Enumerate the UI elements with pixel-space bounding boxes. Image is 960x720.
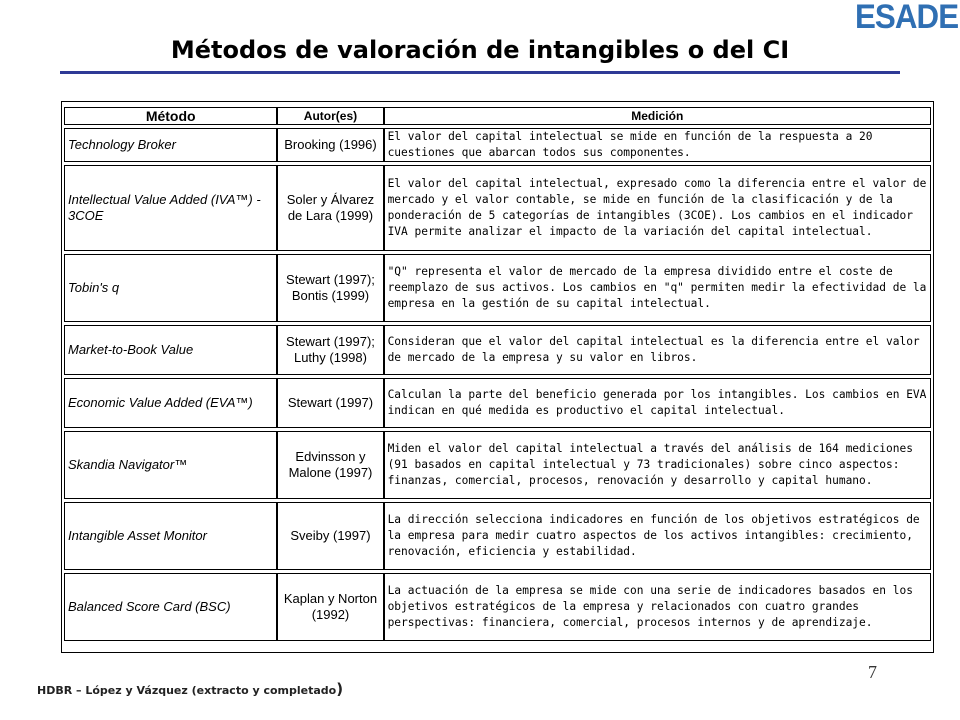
cell-measure: El valor del capital intelectual, expresado como la diferencia entre el valor de mercado y el valor contable, se mide en función de la clasificación y de la ponderación de 5 categorías de intangibles (3COE). Los cambios en el indicador IVA permite analizar el impacto de la variación del capital intelectual.	[384, 165, 931, 251]
cell-method: Economic Value Added (EVA™)	[64, 378, 277, 428]
footer-close-paren: )	[336, 680, 344, 698]
table-row	[64, 573, 931, 641]
cell-measure: Consideran que el valor del capital intelectual es la diferencia entre el valor de mercado de la empresa y su valor en libros.	[384, 325, 931, 375]
cell-author: Stewart (1997); Bontis (1999)	[277, 254, 383, 322]
methods-table	[64, 104, 931, 644]
cell-author: Edvinsson y Malone (1997)	[277, 431, 383, 499]
cell-method: Intellectual Value Added (IVA™) - 3COE	[64, 165, 277, 251]
cell-measure: Miden el valor del capital intelectual a través del análisis de 164 mediciones (91 basados en capital intelectual y 73 tradicionales) sobre cinco aspectos: finanzas, comercial, procesos, renovación y desarrollo y capital humano.	[384, 431, 931, 499]
esade-logo: ESADE	[854, 0, 958, 36]
cell-method: Intangible Asset Monitor	[64, 502, 277, 570]
cell-method: Balanced Score Card (BSC)	[64, 573, 277, 641]
cell-measure: La actuación de la empresa se mide con una serie de indicadores basados en los objetivos estratégicos de la empresa y relacionados con cuatro grandes perspectivas: financiera, comercial, procesos internos y de aprendizaje.	[384, 573, 931, 641]
table-row	[64, 165, 931, 251]
slide-title: Métodos de valoración de intangibles o del CI	[170, 36, 790, 64]
table-row	[64, 502, 931, 570]
footer-citation	[37, 680, 343, 698]
table-header-row	[64, 107, 931, 125]
cell-method: Market-to-Book Value	[64, 325, 277, 375]
table-row	[64, 431, 931, 499]
cell-author: Sveiby (1997)	[277, 502, 383, 570]
cell-method: Tobin's q	[64, 254, 277, 322]
title-underline	[60, 71, 900, 74]
cell-measure: "Q" representa el valor de mercado de la empresa dividido entre el coste de reemplazo de sus activos. Los cambios en "q" permiten medir la efectividad de la empresa en la gestión de su capital intelectual.	[384, 254, 931, 322]
table-row	[64, 128, 931, 162]
cell-author: Stewart (1997); Luthy (1998)	[277, 325, 383, 375]
header-author: Autor(es)	[277, 107, 383, 125]
footer-text: HDBR – López y Vázquez (extracto y completado	[37, 684, 337, 697]
cell-author: Brooking (1996)	[277, 128, 383, 162]
cell-measure: El valor del capital intelectual se mide en función de la respuesta a 20 cuestiones que abarcan todos sus componentes.	[384, 128, 931, 162]
table-row	[64, 254, 931, 322]
cell-author: Soler y Álvarez de Lara (1999)	[277, 165, 383, 251]
page-number: 7	[868, 662, 877, 682]
header-method: Método	[64, 107, 277, 125]
header-measure: Medición	[384, 107, 931, 125]
cell-measure: Calculan la parte del beneficio generada por los intangibles. Los cambios en EVA indican en qué medida es productivo el capital intelectual.	[384, 378, 931, 428]
cell-method: Skandia Navigator™	[64, 431, 277, 499]
cell-author: Stewart (1997)	[277, 378, 383, 428]
table-row	[64, 325, 931, 375]
cell-author: Kaplan y Norton (1992)	[277, 573, 383, 641]
table-row	[64, 378, 931, 428]
cell-measure: La dirección selecciona indicadores en función de los objetivos estratégicos de la empresa para medir cuatro aspectos de los activos intangibles: crecimiento, renovación, eficiencia y estabilidad.	[384, 502, 931, 570]
cell-method: Technology Broker	[64, 128, 277, 162]
